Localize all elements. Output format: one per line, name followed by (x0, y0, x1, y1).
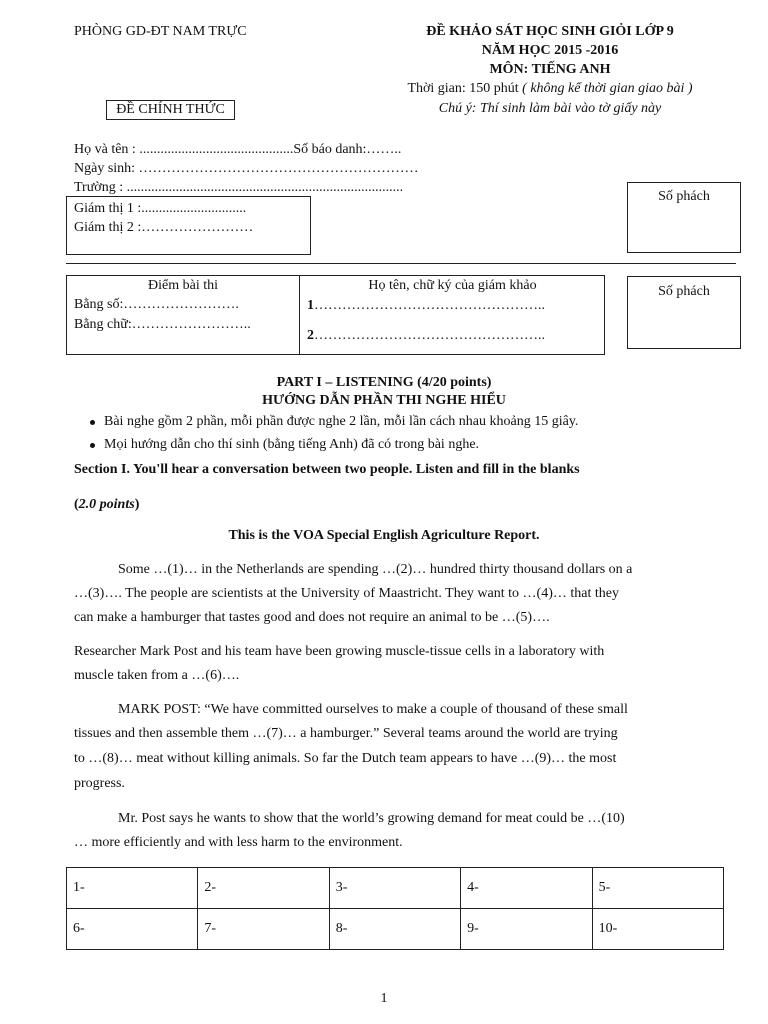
section-1-heading: Section I. You'll hear a conversation between two people. Listen and fill in the blanks (74, 462, 580, 477)
part-1-title: PART I – LISTENING (4/20 points) (276, 375, 492, 390)
so-phach-box-top (627, 182, 741, 253)
examiner-1-number: 1 (307, 298, 314, 313)
date-of-birth-line[interactable]: Ngày sinh: …………………………………………………… (74, 161, 419, 176)
score-words-line[interactable]: Bằng chữ:…………………….. (74, 317, 251, 332)
grading-box (66, 275, 605, 355)
note-label: Chú ý (438, 101, 472, 116)
subject: MÔN: TIẾNG ANH (489, 62, 611, 77)
candidate-name-line[interactable]: Họ và tên : ............................................Số báo danh:…….. (74, 142, 402, 157)
answer-cell[interactable]: 1- (67, 868, 198, 909)
divider-line (66, 263, 736, 264)
bullet-2-text: Mọi hướng dẫn cho thí sinh (bằng tiếng Anh) đã có trong bài nghe. (104, 437, 480, 452)
department-name: PHÒNG GD-ĐT NAM TRỰC (74, 24, 247, 39)
report-title: This is the VOA Special English Agriculture Report. (228, 528, 540, 543)
passage-line: muscle taken from a …(6)…. (74, 668, 240, 683)
time-label: Thời gian: 150 phút (407, 81, 523, 96)
exam-title: ĐỀ KHẢO SÁT HỌC SINH GIỎI LỚP 9 (426, 24, 674, 39)
table-row (67, 909, 724, 950)
points-value: 2.0 points (78, 497, 135, 512)
score-number-line[interactable]: Bằng số:……………………. (74, 297, 239, 312)
passage-line: progress. (74, 776, 125, 791)
examiner-1-dots: ………………………………………….. (314, 298, 545, 313)
answer-cell[interactable]: 2- (198, 868, 329, 909)
official-label: ĐỀ CHÍNH THỨC (116, 102, 225, 117)
exam-note (320, 101, 768, 117)
answer-cell[interactable]: 9- (461, 909, 592, 950)
section-1-points (74, 497, 139, 513)
proctor-2-line[interactable]: Giám thị 2 :…………………… (74, 220, 254, 235)
answer-cell[interactable]: 3- (329, 868, 460, 909)
points-open: ( (74, 497, 79, 512)
school-year: NĂM HỌC 2015 -2016 (481, 43, 619, 58)
passage-line: …(3)…. The people are scientists at the University of Maastricht. They want to …(4)… that they (74, 586, 619, 601)
official-label-box (106, 100, 235, 120)
examiner-1-line[interactable] (307, 298, 545, 314)
so-phach-label-top: Số phách (658, 189, 710, 204)
so-phach-label-bottom: Số phách (658, 284, 710, 299)
examiner-header: Họ tên, chữ ký của giám khảo (368, 278, 537, 293)
school-line[interactable]: Trường : ............................................................................... (74, 180, 404, 195)
answer-cell[interactable]: 6- (67, 909, 198, 950)
points-close: ) (134, 497, 140, 512)
bullet-dot-icon (90, 420, 95, 425)
passage-line: Mr. Post says he wants to show that the world’s growing demand for meat could be …(10) (118, 811, 625, 826)
passage-line: Some …(1)… in the Netherlands are spending …(2)… hundred thirty thousand dollars on a (118, 562, 633, 577)
examiner-2-number: 2 (307, 328, 314, 343)
part-1-subtitle: HƯỚNG DẪN PHẦN THI NGHE HIỂU (262, 393, 506, 408)
passage-line: … more efficiently and with less harm to the environment. (74, 835, 403, 850)
passage-line: to …(8)… meat without killing animals. So far the Dutch team appears to have …(9)… the most (74, 751, 617, 766)
time-info (320, 81, 768, 97)
score-header: Điểm bài thi (148, 278, 218, 293)
time-note: ( không kể thời gian giao bài ) (522, 81, 693, 96)
table-row (67, 868, 724, 909)
passage-line: tissues and then assemble them …(7)… a hamburger.” Several teams around the world are trying (74, 726, 618, 741)
answer-cell[interactable]: 5- (592, 868, 723, 909)
answer-cell[interactable]: 10- (592, 909, 723, 950)
answer-cell[interactable]: 4- (461, 868, 592, 909)
answer-cell[interactable]: 7- (198, 909, 329, 950)
bullet-1-text: Bài nghe gồm 2 phần, mỗi phần được nghe 2 lần, mỗi lần cách nhau khoảng 15 giây. (104, 414, 579, 429)
proctor-1-line[interactable]: Giám thị 1 :.............................. (74, 201, 247, 216)
bullet-dot-icon (90, 443, 95, 448)
answer-table (66, 867, 724, 950)
passage-line: Researcher Mark Post and his team have been growing muscle-tissue cells in a laboratory with (74, 644, 605, 659)
so-phach-box-bottom (627, 276, 741, 349)
passage-line: MARK POST: “We have committed ourselves to make a couple of thousand of these small (118, 702, 628, 717)
answer-cell[interactable]: 8- (329, 909, 460, 950)
page-number: 1 (380, 991, 388, 1006)
examiner-2-dots: ………………………………………….. (314, 328, 545, 343)
note-text: : Thí sinh làm bài vào tờ giấy này (471, 101, 662, 116)
passage-line: can make a hamburger that tastes good and does not require an animal to be …(5)…. (74, 610, 550, 625)
examiner-2-line[interactable] (307, 328, 545, 344)
proctor-box (66, 196, 311, 255)
